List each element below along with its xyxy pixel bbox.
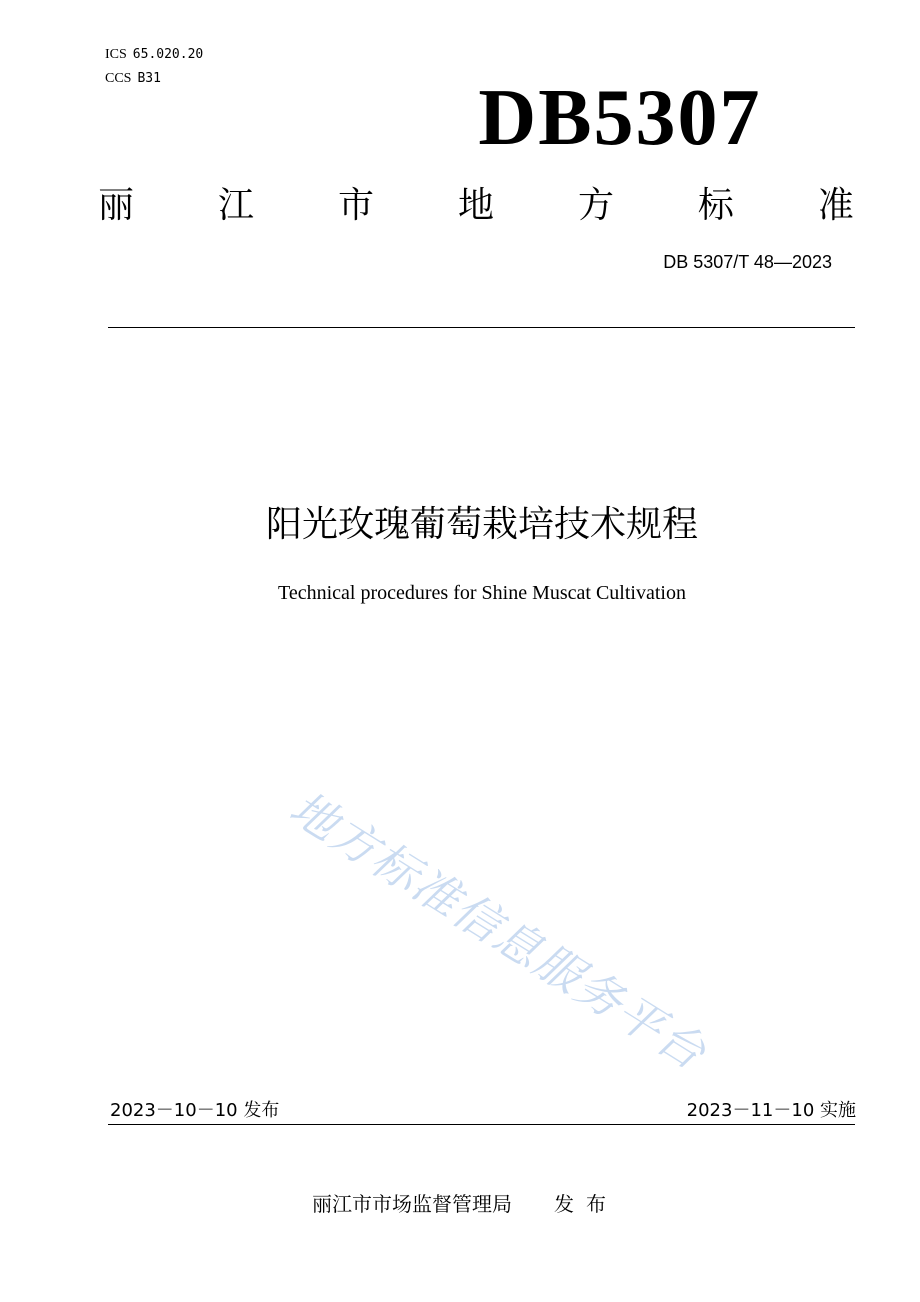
- standard-type-char: 标: [697, 184, 734, 226]
- bottom-divider: [108, 1124, 855, 1125]
- ics-line: [105, 46, 203, 63]
- implement-date: 2023－11－10 实施: [686, 1100, 856, 1121]
- standard-type-char: 地: [457, 184, 494, 226]
- ccs-value: B31: [137, 71, 161, 86]
- publisher: [312, 1188, 618, 1217]
- standard-type-char: 江: [217, 184, 254, 226]
- ccs-line: [105, 70, 161, 87]
- standard-type-char: 丽: [98, 184, 135, 226]
- standard-number: DB 5307/T 48—2023: [663, 252, 832, 272]
- issuer-action: 发布: [554, 1192, 618, 1216]
- standard-type: [98, 172, 854, 232]
- standard-type-char: 准: [817, 184, 854, 226]
- ics-value: 65.020.20: [132, 47, 204, 62]
- ics-label: ICS: [105, 47, 127, 62]
- standard-type-char: 市: [337, 184, 374, 226]
- title-chinese: 阳光玫瑰葡萄栽培技术规程: [265, 504, 698, 545]
- publish-date: 2023－10－10 发布: [110, 1100, 280, 1121]
- title-english: Technical procedures for Shine Muscat Cultivation: [278, 582, 686, 604]
- standard-type-char: 方: [577, 184, 614, 226]
- watermark: 地方标准信息服务平台: [280, 780, 717, 1081]
- ccs-label: CCS: [105, 71, 132, 86]
- standard-code: DB5307: [478, 74, 762, 162]
- issuer-name: 丽江市市场监督管理局: [312, 1192, 512, 1216]
- top-divider: [108, 327, 855, 328]
